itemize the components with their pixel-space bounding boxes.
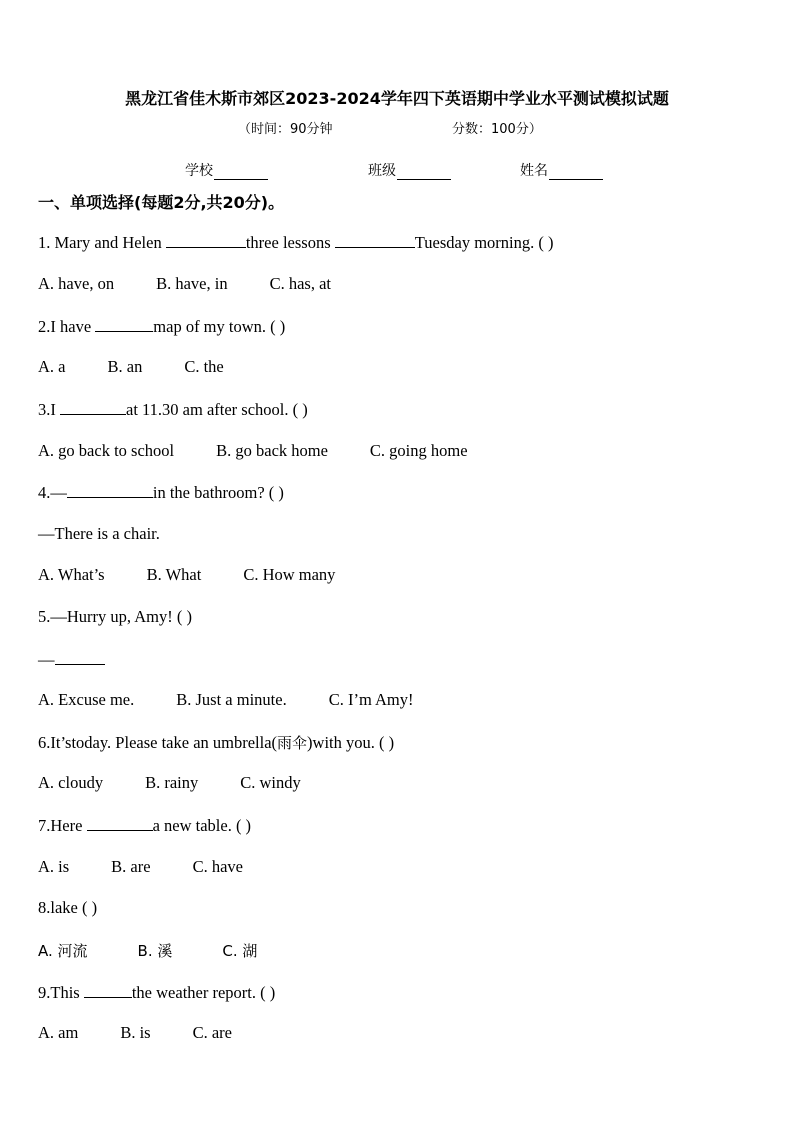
q4-text-b: in the bathroom? ( ) xyxy=(152,483,284,502)
q4-blank[interactable] xyxy=(67,482,153,498)
q5-answer-line xyxy=(38,649,105,670)
q9-text-b: the weather report. ( ) xyxy=(131,983,276,1002)
q6-options xyxy=(38,773,343,793)
q9-text-a: 9.This xyxy=(38,983,84,1002)
option-a[interactable]: A. go back to school xyxy=(38,441,175,460)
question-1 xyxy=(38,232,553,253)
option-b[interactable]: B. go back home xyxy=(216,441,328,460)
option-a[interactable]: A. 河流 xyxy=(38,942,88,960)
question-6 xyxy=(38,732,394,753)
question-3 xyxy=(38,399,308,420)
q7-options xyxy=(38,857,285,877)
option-c[interactable]: C. 湖 xyxy=(222,942,258,960)
q4-text-a: 4.— xyxy=(38,483,67,502)
option-b[interactable]: B. an xyxy=(107,357,143,376)
option-b[interactable]: B. 溪 xyxy=(137,942,173,960)
option-a[interactable]: A. is xyxy=(38,857,70,876)
q1-options xyxy=(38,274,373,294)
question-7 xyxy=(38,815,251,836)
q5-options xyxy=(38,690,456,710)
option-c[interactable]: C. I’m Amy! xyxy=(328,690,414,709)
q3-text-a: 3.I xyxy=(38,400,60,419)
school-field xyxy=(185,160,268,180)
option-c[interactable]: C. windy xyxy=(240,773,301,792)
question-2 xyxy=(38,316,285,337)
q2-text-b: map of my town. ( ) xyxy=(153,317,286,336)
option-a[interactable]: A. am xyxy=(38,1023,79,1042)
option-b[interactable]: B. rainy xyxy=(145,773,199,792)
school-label: 学校 xyxy=(185,163,213,179)
exam-title: 黑龙江省佳木斯市郊区2023-2024学年四下英语期中学业水平测试模拟试题 xyxy=(125,89,669,108)
q7-text-a: 7.Here xyxy=(38,816,87,835)
q5-blank[interactable] xyxy=(55,649,105,665)
section-title: 一、单项选择(每题2分,共20分)。 xyxy=(38,193,285,212)
option-b[interactable]: B. What xyxy=(146,565,202,584)
q1-text-a: 1. Mary and Helen xyxy=(38,233,166,252)
q1-text-b: three lessons xyxy=(245,233,335,252)
option-b[interactable]: B. Just a minute. xyxy=(176,690,287,709)
class-label: 班级 xyxy=(368,163,396,179)
q7-text-b: a new table. ( ) xyxy=(152,816,252,835)
name-blank[interactable] xyxy=(549,165,603,180)
option-c[interactable]: C. How many xyxy=(243,565,336,584)
q9-blank[interactable] xyxy=(84,982,132,998)
option-b[interactable]: B. have, in xyxy=(156,274,228,293)
q2-options xyxy=(38,357,266,377)
option-c[interactable]: C. have xyxy=(192,857,243,876)
q5-dash: — xyxy=(38,650,55,669)
q1-blank-2[interactable] xyxy=(335,232,415,248)
class-blank[interactable] xyxy=(397,165,451,180)
option-b[interactable]: B. are xyxy=(111,857,151,876)
option-a[interactable]: A. Excuse me. xyxy=(38,690,135,709)
school-blank[interactable] xyxy=(214,165,268,180)
option-c[interactable]: C. going home xyxy=(369,441,468,460)
q8-options xyxy=(38,940,299,961)
q4-answer-line: —There is a chair. xyxy=(38,524,160,543)
question-9 xyxy=(38,982,275,1003)
option-b[interactable]: B. is xyxy=(120,1023,151,1042)
q9-options xyxy=(38,1023,274,1043)
question-8: 8.lake ( ) xyxy=(38,898,98,917)
q3-blank[interactable] xyxy=(60,399,126,415)
q7-blank[interactable] xyxy=(87,815,153,831)
q6-text-b: today. Please take an umbrella( xyxy=(71,733,278,752)
q4-options xyxy=(38,565,377,585)
option-a[interactable]: A. cloudy xyxy=(38,773,104,792)
q6-text-a: 6.It’s xyxy=(38,733,72,752)
option-a[interactable]: A. a xyxy=(38,357,66,376)
exam-time: （时间：90分钟 xyxy=(238,122,333,137)
question-4 xyxy=(38,482,284,503)
q2-text-a: 2.I have xyxy=(38,317,96,336)
exam-score: 分数：100分） xyxy=(452,122,542,137)
option-a[interactable]: A. What’s xyxy=(38,565,105,584)
q2-blank[interactable] xyxy=(95,316,153,332)
option-c[interactable]: C. the xyxy=(184,357,224,376)
name-field xyxy=(520,160,603,180)
name-label: 姓名 xyxy=(520,163,548,179)
question-5: 5.—Hurry up, Amy! ( ) xyxy=(38,607,192,626)
q1-blank-1[interactable] xyxy=(166,232,246,248)
q6-text-c: )with you. ( ) xyxy=(307,733,395,752)
class-field xyxy=(368,160,451,180)
option-a[interactable]: A. have, on xyxy=(38,274,115,293)
q6-cjk-word: 雨伞 xyxy=(277,734,308,752)
option-c[interactable]: C. are xyxy=(192,1023,232,1042)
q1-text-c: Tuesday morning. ( ) xyxy=(414,233,554,252)
q3-text-b: at 11.30 am after school. ( ) xyxy=(126,400,308,419)
q3-options xyxy=(38,441,510,461)
option-c[interactable]: C. has, at xyxy=(269,274,331,293)
